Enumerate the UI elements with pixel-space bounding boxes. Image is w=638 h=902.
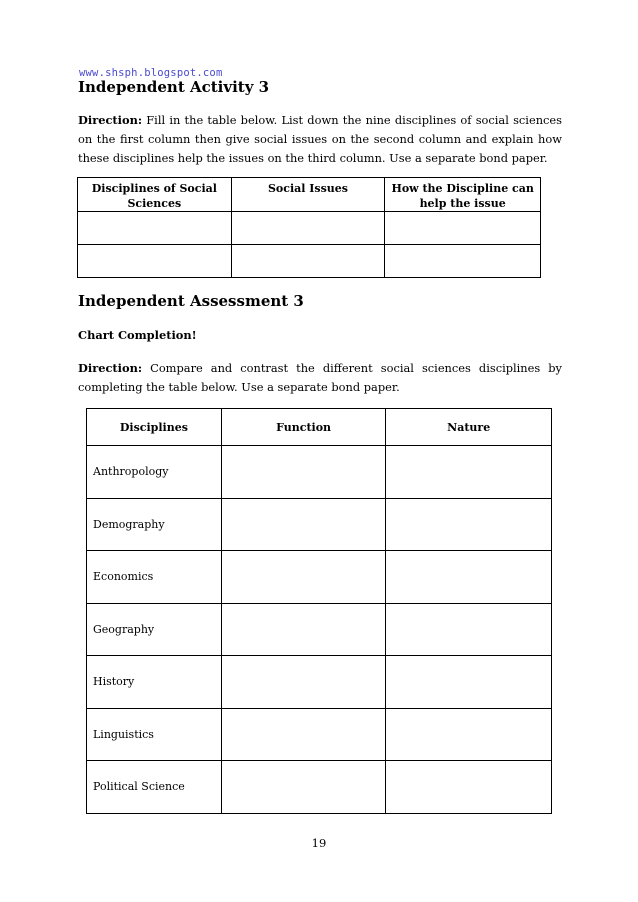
- table-cell[interactable]: [386, 603, 552, 656]
- table-cell[interactable]: [221, 498, 386, 551]
- discipline-cell: Demography: [87, 498, 222, 551]
- assessment-direction: [78, 359, 562, 397]
- table-cell[interactable]: [386, 656, 552, 709]
- activity-header-disciplines: Disciplines of Social Sciences: [78, 178, 232, 212]
- assessment-header-disciplines: Disciplines: [87, 409, 222, 446]
- table-row: [78, 212, 541, 245]
- table-cell[interactable]: [221, 708, 386, 761]
- discipline-cell: Geography: [87, 603, 222, 656]
- table-cell[interactable]: [385, 212, 541, 245]
- table-row: [87, 446, 552, 499]
- table-row: [87, 708, 552, 761]
- assessment-subtitle: Chart Completion!: [78, 328, 197, 342]
- table-row: [87, 551, 552, 604]
- table-cell[interactable]: [386, 551, 552, 604]
- assessment-table: [86, 408, 552, 814]
- table-cell[interactable]: [386, 761, 552, 814]
- activity-header-how-help: How the Discipline can help the issue: [385, 178, 541, 212]
- assessment-direction-text: Compare and contrast the different social sciences disciplines by completing the table below. Use a separate bond paper.: [78, 361, 562, 394]
- table-row: [87, 603, 552, 656]
- activity-direction-text: Fill in the table below. List down the nine disciplines of social sciences on the first column then give social issues on the second column and explain how these disciplines help the issues on the third column. Use a separate bond paper.: [78, 113, 562, 165]
- assessment-table-header-row: [87, 409, 552, 446]
- table-cell[interactable]: [385, 245, 541, 278]
- activity-table: [77, 177, 541, 278]
- activity-title: Independent Activity 3: [78, 78, 270, 96]
- table-row: [87, 761, 552, 814]
- table-cell[interactable]: [221, 656, 386, 709]
- page-number: 19: [311, 836, 327, 850]
- activity-direction: [78, 111, 562, 168]
- table-cell[interactable]: [386, 708, 552, 761]
- table-row: [87, 498, 552, 551]
- discipline-cell: History: [87, 656, 222, 709]
- discipline-cell: Anthropology: [87, 446, 222, 499]
- activity-direction-label: Direction:: [78, 113, 143, 127]
- table-cell[interactable]: [386, 446, 552, 499]
- table-cell[interactable]: [221, 603, 386, 656]
- assessment-direction-label: Direction:: [78, 361, 143, 375]
- activity-table-header-row: [78, 178, 541, 212]
- assessment-title: Independent Assessment 3: [78, 292, 304, 310]
- watermark-link[interactable]: www.shsph.blogspot.com: [79, 67, 223, 79]
- table-cell[interactable]: [221, 446, 386, 499]
- assessment-header-function: Function: [221, 409, 386, 446]
- activity-header-social-issues: Social Issues: [231, 178, 385, 212]
- table-cell[interactable]: [221, 761, 386, 814]
- discipline-cell: Economics: [87, 551, 222, 604]
- table-cell[interactable]: [78, 245, 232, 278]
- table-cell[interactable]: [221, 551, 386, 604]
- table-cell[interactable]: [386, 498, 552, 551]
- discipline-cell: Political Science: [87, 761, 222, 814]
- assessment-header-nature: Nature: [386, 409, 552, 446]
- discipline-cell: Linguistics: [87, 708, 222, 761]
- table-row: [87, 656, 552, 709]
- table-cell[interactable]: [231, 212, 385, 245]
- table-cell[interactable]: [231, 245, 385, 278]
- table-row: [78, 245, 541, 278]
- table-cell[interactable]: [78, 212, 232, 245]
